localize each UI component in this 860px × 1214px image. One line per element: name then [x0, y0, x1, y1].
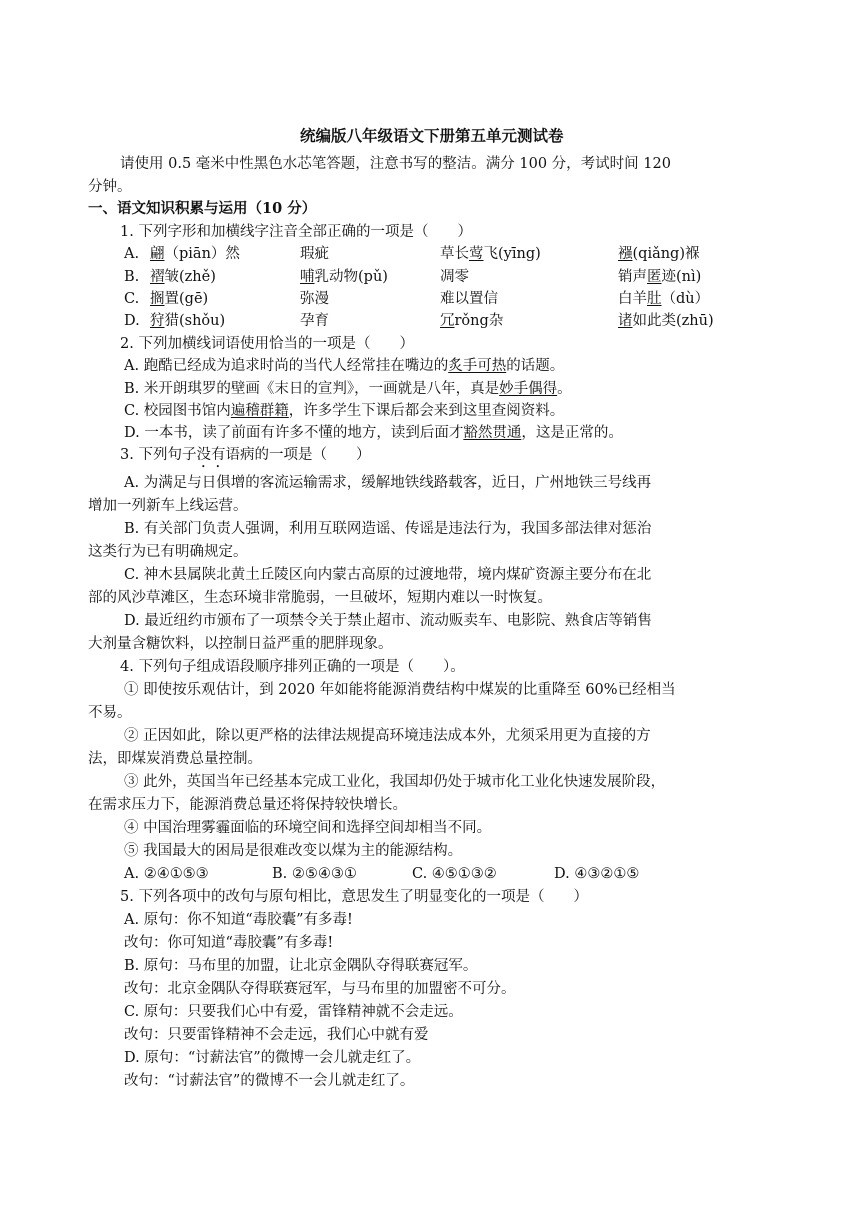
text-segment: 草长 — [440, 246, 469, 263]
sentence-line: 不易。 — [88, 705, 132, 721]
option-cell — [618, 244, 700, 264]
original-sentence: A. 原句：你不知道“毒胶囊”有多毒! — [124, 912, 353, 928]
underlined-text: 豁然贯通 — [463, 425, 522, 442]
text-segment: ，这是正常的。 — [521, 425, 623, 442]
underlined-text: 莺 — [469, 246, 484, 263]
underlined-text: 翩 — [150, 246, 165, 263]
text-segment: 猎(shǒu) — [164, 313, 226, 330]
revised-sentence: 改句：只要雷锋精神不会走远，我们心中就有爱 — [124, 1027, 429, 1043]
text-segment: C. 校园图书馆内 — [124, 402, 231, 419]
option-line — [124, 401, 564, 421]
emphasized-text: 没有 — [196, 447, 226, 463]
text-segment: D. 一本书，读了前面有许多不懂的地方，读到后面才 — [124, 425, 464, 442]
text-segment: (qiǎng)褓 — [632, 246, 700, 263]
question-stem: 1. 下列字形和加横线字注音全部正确的一项是（ ） — [120, 224, 472, 240]
instructions-line-2: 分钟。 — [88, 179, 132, 195]
original-sentence: C. 原句：只要我们心中有爱，雷锋精神就不会走远。 — [124, 1004, 463, 1020]
question-stem: 5. 下列各项中的改句与原句相比，意思发生了明显变化的一项是（ ） — [120, 889, 588, 905]
text-segment: 的话题。 — [506, 358, 565, 375]
option-label: C. — [124, 290, 140, 307]
text-segment: 迹(nì) — [661, 268, 702, 285]
original-sentence: B. 原句：马布里的加盟，让北京金隅队夺得联赛冠军。 — [124, 958, 478, 974]
page-title: 统编版八年级语文下册第五单元测试卷 — [300, 126, 564, 145]
text-segment: 销声 — [618, 268, 647, 285]
text-segment: （dù） — [661, 290, 710, 307]
option-cell — [150, 267, 216, 287]
text-segment: 孕育 — [300, 313, 329, 330]
option-cell — [300, 311, 329, 331]
underlined-text: 诸 — [618, 313, 633, 330]
sentence-line: B. 有关部门负责人强调，利用互联网造谣、传谣是违法行为，我国多部法律对惩治 — [124, 521, 652, 537]
option-cell — [440, 311, 503, 331]
text-segment: 瑕疵 — [300, 246, 329, 263]
option-cell — [150, 289, 208, 309]
text-segment: 置(gē) — [164, 290, 209, 307]
sentence-line: 增加一列新车上线运营。 — [88, 498, 248, 514]
option-cell — [150, 311, 225, 331]
question-stem: 2. 下列加横线词语使用恰当的一项是（ ） — [120, 336, 414, 352]
option-line — [124, 423, 623, 443]
sentence-line: 部的风沙草滩区，生态环境非常脆弱，一旦破坏，短期内难以一时恢复。 — [88, 590, 552, 606]
text-segment: 白羊 — [618, 290, 647, 307]
option-line — [124, 356, 564, 376]
sentence-line: C. 神木县属陕北黄土丘陵区向内蒙古高原的过渡地带，境内煤矿资源主要分布在北 — [124, 567, 652, 583]
underlined-text: 肚 — [647, 290, 662, 307]
text-segment: 难以置信 — [440, 290, 498, 307]
underlined-text: 遍稽群籍 — [230, 402, 289, 419]
option-cell — [618, 311, 714, 331]
underlined-text: 匿 — [647, 268, 662, 285]
option-cell — [300, 244, 329, 264]
sentence-line: ② 正因如此，除以更严格的法律法规提高环境违法成本外，尤须采用更为直接的方 — [124, 728, 651, 744]
option-label: A. — [124, 246, 140, 263]
option-label: D. — [124, 313, 140, 330]
text-segment: 凋零 — [440, 268, 469, 285]
sentence-line: 法，即煤炭消费总量控制。 — [88, 751, 262, 767]
underlined-text: 妙手偶得 — [499, 380, 558, 397]
underlined-text: 搁 — [150, 290, 165, 307]
sentence-line: ① 即使按乐观估计，到 2020 年如能将能源消费结构中煤炭的比重降至 60%已经相当 — [124, 682, 676, 698]
answer-option: C. ④⑤①③② — [412, 866, 497, 882]
text-segment: B. 米开朗琪罗的壁画《末日的宣判》，一画就是八年，真是 — [124, 380, 500, 397]
answer-option: A. ②④①⑤③ — [124, 866, 209, 882]
sentence-line: ④ 中国治理雾霾面临的环境空间和选择空间却相当不同。 — [124, 820, 492, 836]
text-segment: 。 — [557, 380, 572, 397]
sentence-line: A. 为满足与日俱增的客流运输需求，缓解地铁线路载客，近日，广州地铁三号线再 — [124, 475, 652, 491]
text-segment: A. 跑酷已经成为追求时尚的当代人经常挂在嘴边的 — [124, 358, 449, 375]
sentence-line: 在需求压力下，能源消费总量还将保持较快增长。 — [88, 797, 407, 813]
question-stem — [120, 445, 370, 471]
revised-sentence: 改句：“讨薪法官”的微博不一会儿就走红了。 — [124, 1073, 415, 1089]
text-segment: 乳动物(pǔ) — [314, 268, 388, 285]
answer-option: D. ④③②①⑤ — [554, 866, 640, 882]
text-segment: rǒng杂 — [454, 313, 504, 330]
original-sentence: D. 原句：“讨薪法官”的微博一会儿就走红了。 — [124, 1050, 421, 1066]
option-cell — [300, 289, 329, 309]
underlined-text: 冗 — [440, 313, 455, 330]
revised-sentence: 改句：北京金隅队夺得联赛冠军，与马布里的加盟密不可分。 — [124, 981, 516, 997]
text-segment: 3. 下列句子 — [120, 447, 197, 463]
instructions-line-1: 请使用 0.5 毫米中性黑色水芯笔答题，注意书写的整洁。满分 100 分，考试时间 120 — [120, 156, 671, 172]
underlined-text: 炙手可热 — [448, 358, 507, 375]
text-segment: 飞(yīng) — [483, 246, 541, 263]
sentence-line: D. 最近纽约市颁布了一项禁令关于禁止超市、流动贩卖车、电影院、熟食店等销售 — [124, 613, 652, 629]
option-cell — [440, 244, 541, 264]
text-segment: 皱(zhě) — [164, 268, 216, 285]
underlined-text: 褶 — [150, 268, 165, 285]
text-segment: 语病的一项是（ ） — [225, 447, 371, 463]
text-segment: 如此类(zhū) — [632, 313, 714, 330]
text-segment: ，许多学生下课后都会来到这里查阅资料。 — [288, 402, 565, 419]
option-line — [124, 379, 572, 399]
underlined-text: 狩 — [150, 313, 165, 330]
sentence-line: ⑤ 我国最大的困局是很难改变以煤为主的能源结构。 — [124, 843, 463, 859]
question-stem: 4. 下列句子组成语段顺序排列正确的一项是（ ）。 — [120, 659, 465, 675]
option-label: B. — [124, 268, 140, 285]
option-cell — [300, 267, 388, 287]
option-cell — [440, 267, 469, 287]
sentence-line: ③ 此外，英国当年已经基本完成工业化，我国却仍处于城市化工业化快速发展阶段， — [124, 774, 666, 790]
sentence-line: 这类行为已有明确规定。 — [88, 544, 248, 560]
option-cell — [618, 267, 701, 287]
revised-sentence: 改句：你可知道“毒胶囊”有多毒! — [124, 935, 334, 951]
text-segment: 弥漫 — [300, 290, 329, 307]
option-cell — [440, 289, 498, 309]
option-cell — [618, 289, 709, 309]
sentence-line: 大剂量含糖饮料，以控制日益严重的肥胖现象。 — [88, 636, 393, 652]
text-segment: （piān）然 — [164, 246, 240, 263]
underlined-text: 哺 — [300, 268, 315, 285]
section-heading: 一、语文知识积累与运用（10 分） — [88, 200, 317, 217]
answer-option: B. ②⑤④③① — [272, 866, 357, 882]
underlined-text: 襁 — [618, 246, 633, 263]
option-cell — [150, 244, 240, 264]
